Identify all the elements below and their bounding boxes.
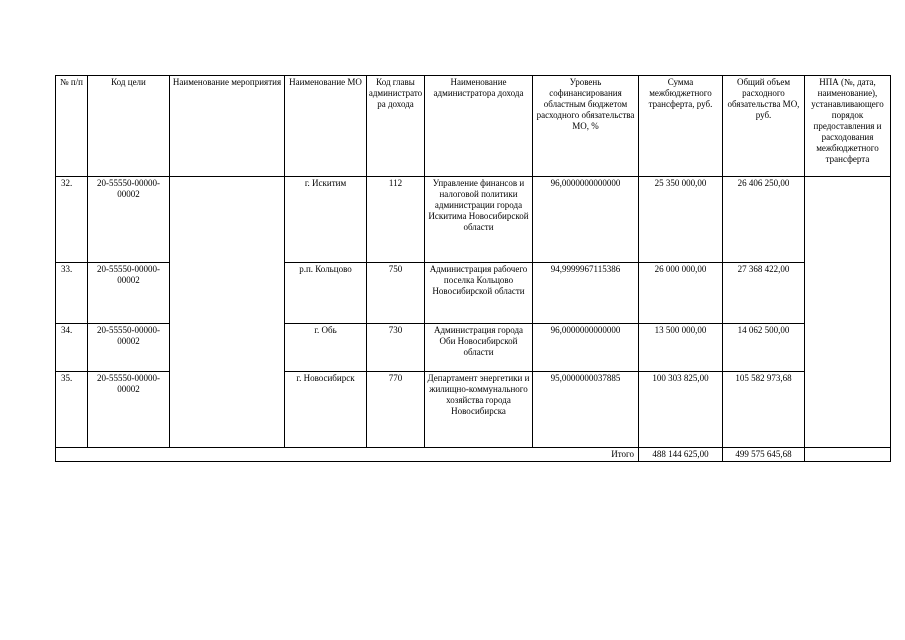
header-num: № п/п [56, 76, 88, 177]
row-sum: 13 500 000,00 [639, 324, 723, 372]
transfer-table [55, 75, 891, 462]
row-total: 26 406 250,00 [723, 177, 805, 263]
row-total: 14 062 500,00 [723, 324, 805, 372]
row-sum: 100 303 825,00 [639, 372, 723, 448]
row-admin-code: 750 [367, 263, 425, 324]
row-level: 94,9999967115386 [533, 263, 639, 324]
row-num: 33. [56, 263, 88, 324]
header-event: Наименование мероприятия [170, 76, 285, 177]
header-level: Уровень софинансирования областным бюджетом расходного обязательства МО, % [533, 76, 639, 177]
row-admin-code: 730 [367, 324, 425, 372]
row-sum: 25 350 000,00 [639, 177, 723, 263]
row-admin-code: 112 [367, 177, 425, 263]
row-mo: р.п. Кольцово [285, 263, 367, 324]
row-total: 105 582 973,68 [723, 372, 805, 448]
row-mo: г. Искитим [285, 177, 367, 263]
row-total: 27 368 422,00 [723, 263, 805, 324]
row-num: 32. [56, 177, 88, 263]
npa-cell [805, 177, 891, 448]
row-admin-name: Администрация рабочего поселка Кольцово Новосибирской области [425, 263, 533, 324]
header-total: Общий объем расходного обязательства МО, руб. [723, 76, 805, 177]
event-cell [170, 177, 285, 448]
row-sum: 26 000 000,00 [639, 263, 723, 324]
row-level: 95,0000000037885 [533, 372, 639, 448]
row-level: 96,0000000000000 [533, 324, 639, 372]
total-total: 499 575 645,68 [723, 448, 805, 462]
header-admin-name: Наименование администратора дохода [425, 76, 533, 177]
row-admin-name: Департамент энергетики и жилищно-коммунального хозяйства города Новосибирска [425, 372, 533, 448]
row-admin-name: Управление финансов и налоговой политики администрации города Искитима Новосибирской области [425, 177, 533, 263]
header-admin-code: Код главы администратора дохода [367, 76, 425, 177]
row-admin-name: Администрация города Оби Новосибирской области [425, 324, 533, 372]
table-header-row [56, 76, 891, 177]
row-num: 34. [56, 324, 88, 372]
row-admin-code: 770 [367, 372, 425, 448]
document-sheet [55, 75, 890, 462]
row-code: 20-55550-00000-00002 [88, 263, 170, 324]
row-mo: г. Обь [285, 324, 367, 372]
header-sum: Сумма межбюджетного трансферта, руб. [639, 76, 723, 177]
row-level: 96,0000000000000 [533, 177, 639, 263]
row-code: 20-55550-00000-00002 [88, 372, 170, 448]
header-npa: НПА (№, дата, наименование), устанавливающего порядок предоставления и расходования межбюджетного трансферта [805, 76, 891, 177]
total-row [56, 448, 891, 462]
row-code: 20-55550-00000-00002 [88, 177, 170, 263]
header-code: Код цели [88, 76, 170, 177]
row-num: 35. [56, 372, 88, 448]
header-mo: Наименование МО [285, 76, 367, 177]
row-mo: г. Новосибирск [285, 372, 367, 448]
total-sum: 488 144 625,00 [639, 448, 723, 462]
total-label: Итого [56, 448, 639, 462]
table-row [56, 177, 891, 263]
row-code: 20-55550-00000-00002 [88, 324, 170, 372]
total-npa [805, 448, 891, 462]
